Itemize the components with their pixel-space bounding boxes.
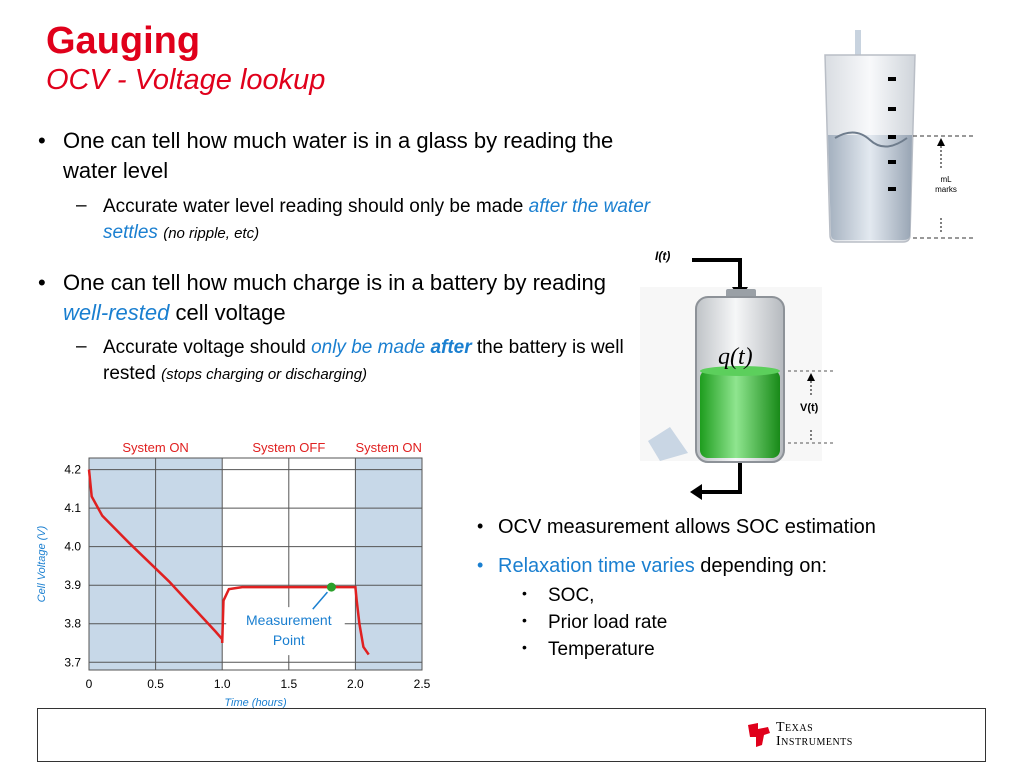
- bullet-battery: [63, 268, 623, 328]
- sub-bullet-battery-note: (stops charging or discharging): [161, 366, 368, 383]
- glass-water: [828, 135, 912, 240]
- x-axis-label: Time (hours): [224, 697, 287, 709]
- x-tick-label: 1.5: [280, 677, 298, 691]
- sub-bullet-battery-emphasis: only be made: [311, 337, 431, 358]
- x-tick-label: 2.5: [413, 677, 431, 691]
- arrow-head: [937, 138, 945, 146]
- ml-mark: [888, 160, 896, 164]
- sub-item-soc: SOC,: [548, 585, 595, 606]
- sub-item-load-rate: Prior load rate: [548, 612, 668, 633]
- y-tick-label: 3.9: [64, 578, 81, 593]
- bullet-dot: •: [477, 516, 484, 536]
- sub-bullet-battery: [103, 335, 668, 388]
- marks-label: marks: [935, 185, 957, 194]
- bullet-dot: •: [38, 128, 46, 153]
- sub-bullet-battery-pre: Accurate voltage should: [103, 337, 312, 358]
- annotation-text: Measurement: [246, 612, 332, 629]
- bullet-ocv: OCV measurement allows SOC estimation: [498, 516, 876, 538]
- annotation-text: Point: [272, 632, 305, 649]
- x-tick-label: 0.5: [147, 677, 164, 691]
- bullet-battery-post: cell voltage: [169, 300, 286, 325]
- sub-bullet-battery-emphasis-bold: after: [430, 337, 472, 358]
- charge-label: q(t): [718, 344, 753, 370]
- region-label: System ON: [355, 440, 422, 455]
- region-label: System OFF: [252, 440, 326, 455]
- y-axis-label: Cell Voltage (V): [36, 525, 48, 603]
- sub-bullet-dot: •: [522, 585, 527, 601]
- y-tick-label: 4.1: [64, 501, 81, 516]
- current-out-arrow: [698, 463, 740, 492]
- shaded-region: [355, 458, 422, 670]
- battery-charge-fill: [700, 370, 780, 458]
- ml-label: mL: [940, 175, 952, 184]
- ocv-chart: [28, 430, 458, 712]
- current-label: I(t): [655, 249, 671, 263]
- voltage-label: V(t): [800, 402, 819, 414]
- ti-logo-shape: [748, 723, 770, 747]
- annotation-arrow: [313, 592, 328, 609]
- ml-marks-label: [920, 175, 972, 195]
- bullet-dot: •: [477, 555, 484, 575]
- sub-bullet-dash: –: [76, 195, 87, 216]
- ml-mark: [888, 77, 896, 81]
- bullet-water: One can tell how much water is in a glass by reading the water level: [63, 128, 614, 183]
- ml-mark: [888, 107, 896, 111]
- sub-bullet-dot: •: [522, 639, 527, 655]
- x-tick-label: 1.0: [213, 677, 231, 691]
- bullet-battery-emphasis: well-rested: [63, 300, 170, 325]
- arrow-head: [690, 484, 702, 500]
- measurement-point: [327, 583, 336, 592]
- water-glass-illustration: [815, 30, 985, 250]
- y-tick-label: 3.7: [64, 655, 81, 670]
- sub-bullet-water-note: (no ripple, etc): [163, 225, 260, 242]
- ti-wordmark-line1: Texas: [776, 720, 814, 735]
- relaxation-rest: depending on:: [694, 555, 828, 577]
- ti-logo-icon: [744, 719, 774, 749]
- sub-bullet-dash: –: [76, 336, 87, 357]
- sub-item-temperature: Temperature: [548, 639, 655, 660]
- bullet-battery-pre: One can tell how much charge is in a battery by reading: [63, 270, 606, 295]
- sub-bullet-water-pre: Accurate water level reading should only be made: [103, 196, 529, 217]
- sub-bullet-water-emphasis: after the water settles: [103, 196, 651, 243]
- ti-wordmark: [776, 721, 853, 749]
- slide-title: Gauging: [46, 20, 201, 62]
- sub-bullet-dot: •: [522, 612, 527, 628]
- ml-mark: [888, 135, 896, 139]
- x-tick-label: 2.0: [347, 677, 364, 691]
- ti-wordmark-line2: Instruments: [776, 734, 853, 749]
- bullet-dot: •: [38, 270, 46, 295]
- y-tick-label: 4.2: [64, 462, 81, 477]
- battery-illustration: [640, 255, 840, 500]
- bullet-relaxation: [498, 553, 978, 579]
- y-tick-label: 4.0: [64, 539, 81, 554]
- slide-subtitle: OCV - Voltage lookup: [46, 64, 326, 96]
- x-tick-label: 0: [85, 677, 93, 691]
- ml-mark: [888, 187, 896, 191]
- sub-bullet-battery-post: the battery is well rested: [103, 337, 624, 384]
- y-tick-label: 3.8: [64, 616, 81, 631]
- relaxation-emphasis: Relaxation time varies: [498, 555, 695, 577]
- region-label: System ON: [122, 440, 189, 455]
- sub-bullet-water: [103, 194, 668, 247]
